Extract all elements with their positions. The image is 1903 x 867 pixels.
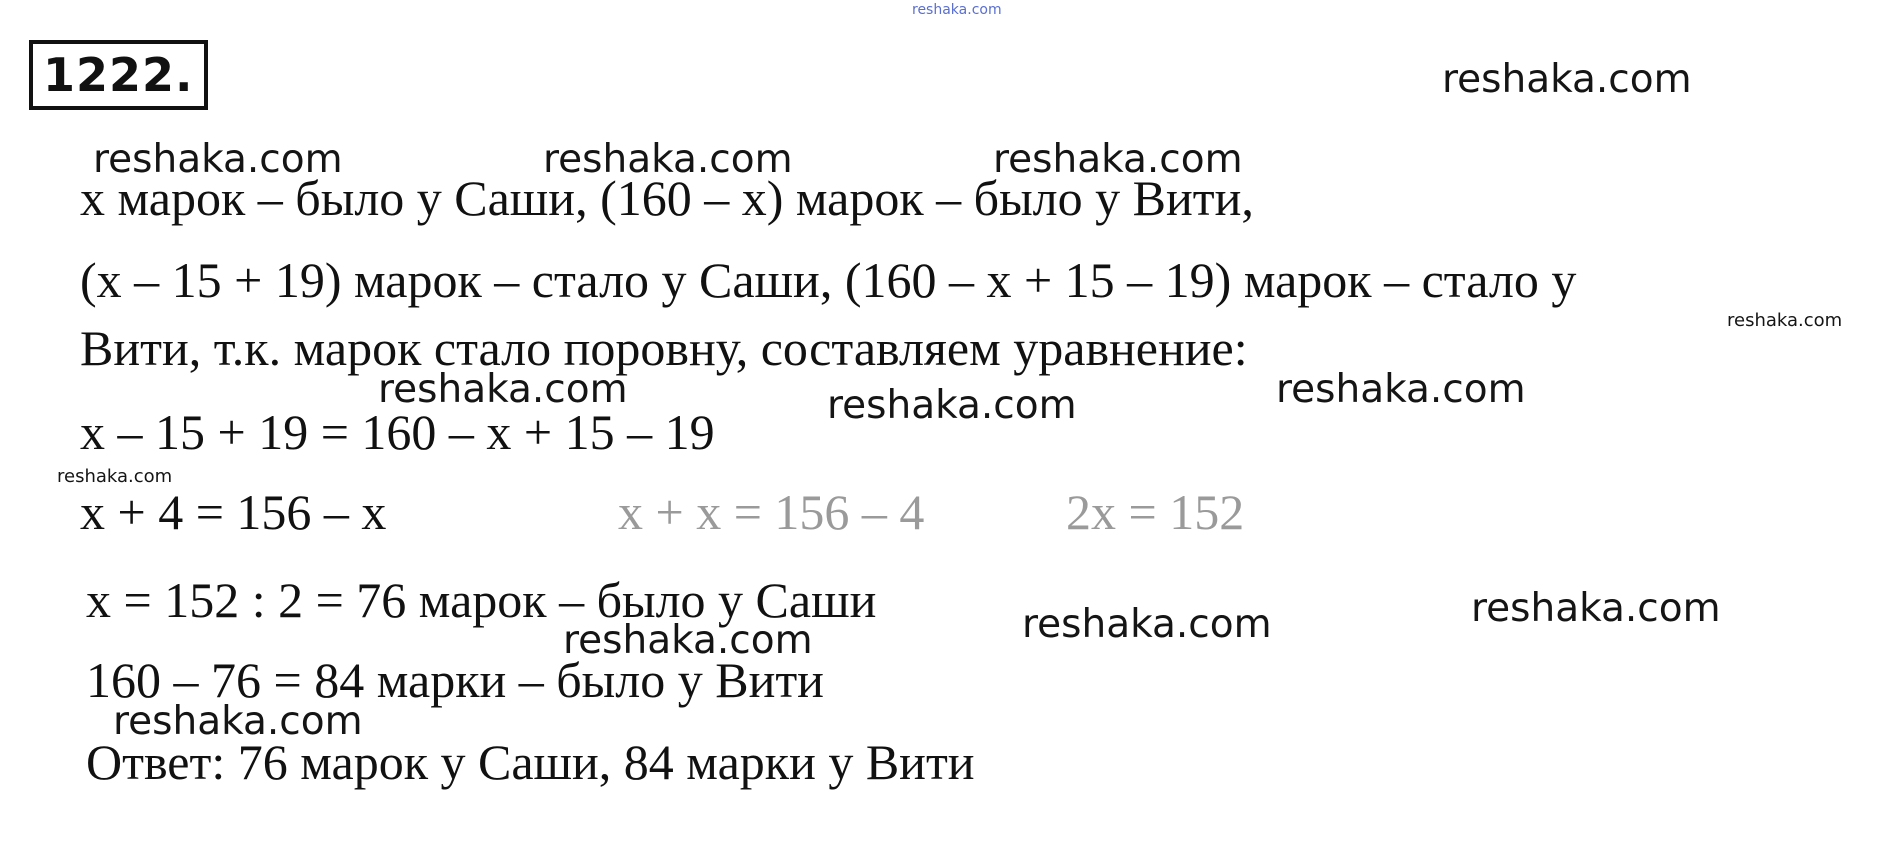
watermark: reshaka.com xyxy=(563,618,813,663)
solution-line-1: x марок – было у Саши, (160 – x) марок – было у Вити, xyxy=(80,170,1254,226)
watermark: reshaka.com xyxy=(57,466,173,487)
watermark: reshaka.com xyxy=(543,137,793,182)
equation-line-1: x – 15 + 19 = 160 – x + 15 – 19 xyxy=(80,404,715,460)
watermark: reshaka.com xyxy=(827,383,1077,428)
problem-number: 1222. xyxy=(29,40,208,110)
answer-line: Ответ: 76 марок у Саши, 84 марки у Вити xyxy=(86,734,975,790)
watermark: reshaka.com xyxy=(113,699,363,744)
watermark: reshaka.com xyxy=(1727,310,1843,331)
equation-line-2c: 2x = 152 xyxy=(1066,484,1245,540)
watermark: reshaka.com xyxy=(93,137,343,182)
watermark: reshaka.com xyxy=(993,137,1243,182)
watermark: reshaka.com xyxy=(1442,57,1692,102)
result-line-1: x = 152 : 2 = 76 марок – было у Саши xyxy=(86,572,877,628)
watermark: reshaka.com xyxy=(1022,602,1272,647)
solution-line-2: (x – 15 + 19) марок – стало у Саши, (160 – x + 15 – 19) марок – стало у xyxy=(80,252,1577,308)
watermark: reshaka.com xyxy=(378,367,628,412)
watermark: reshaka.com xyxy=(1276,367,1526,412)
watermark: reshaka.com xyxy=(1471,586,1721,631)
result-line-2: 160 – 76 = 84 марки – было у Вити xyxy=(86,652,824,708)
equation-line-2a: x + 4 = 156 – x xyxy=(80,484,387,540)
solution-line-3: Вити, т.к. марок стало поровну, составляем уравнение: xyxy=(80,320,1248,376)
equation-line-2b: x + x = 156 – 4 xyxy=(618,484,925,540)
top-watermark: reshaka.com xyxy=(912,2,1002,18)
